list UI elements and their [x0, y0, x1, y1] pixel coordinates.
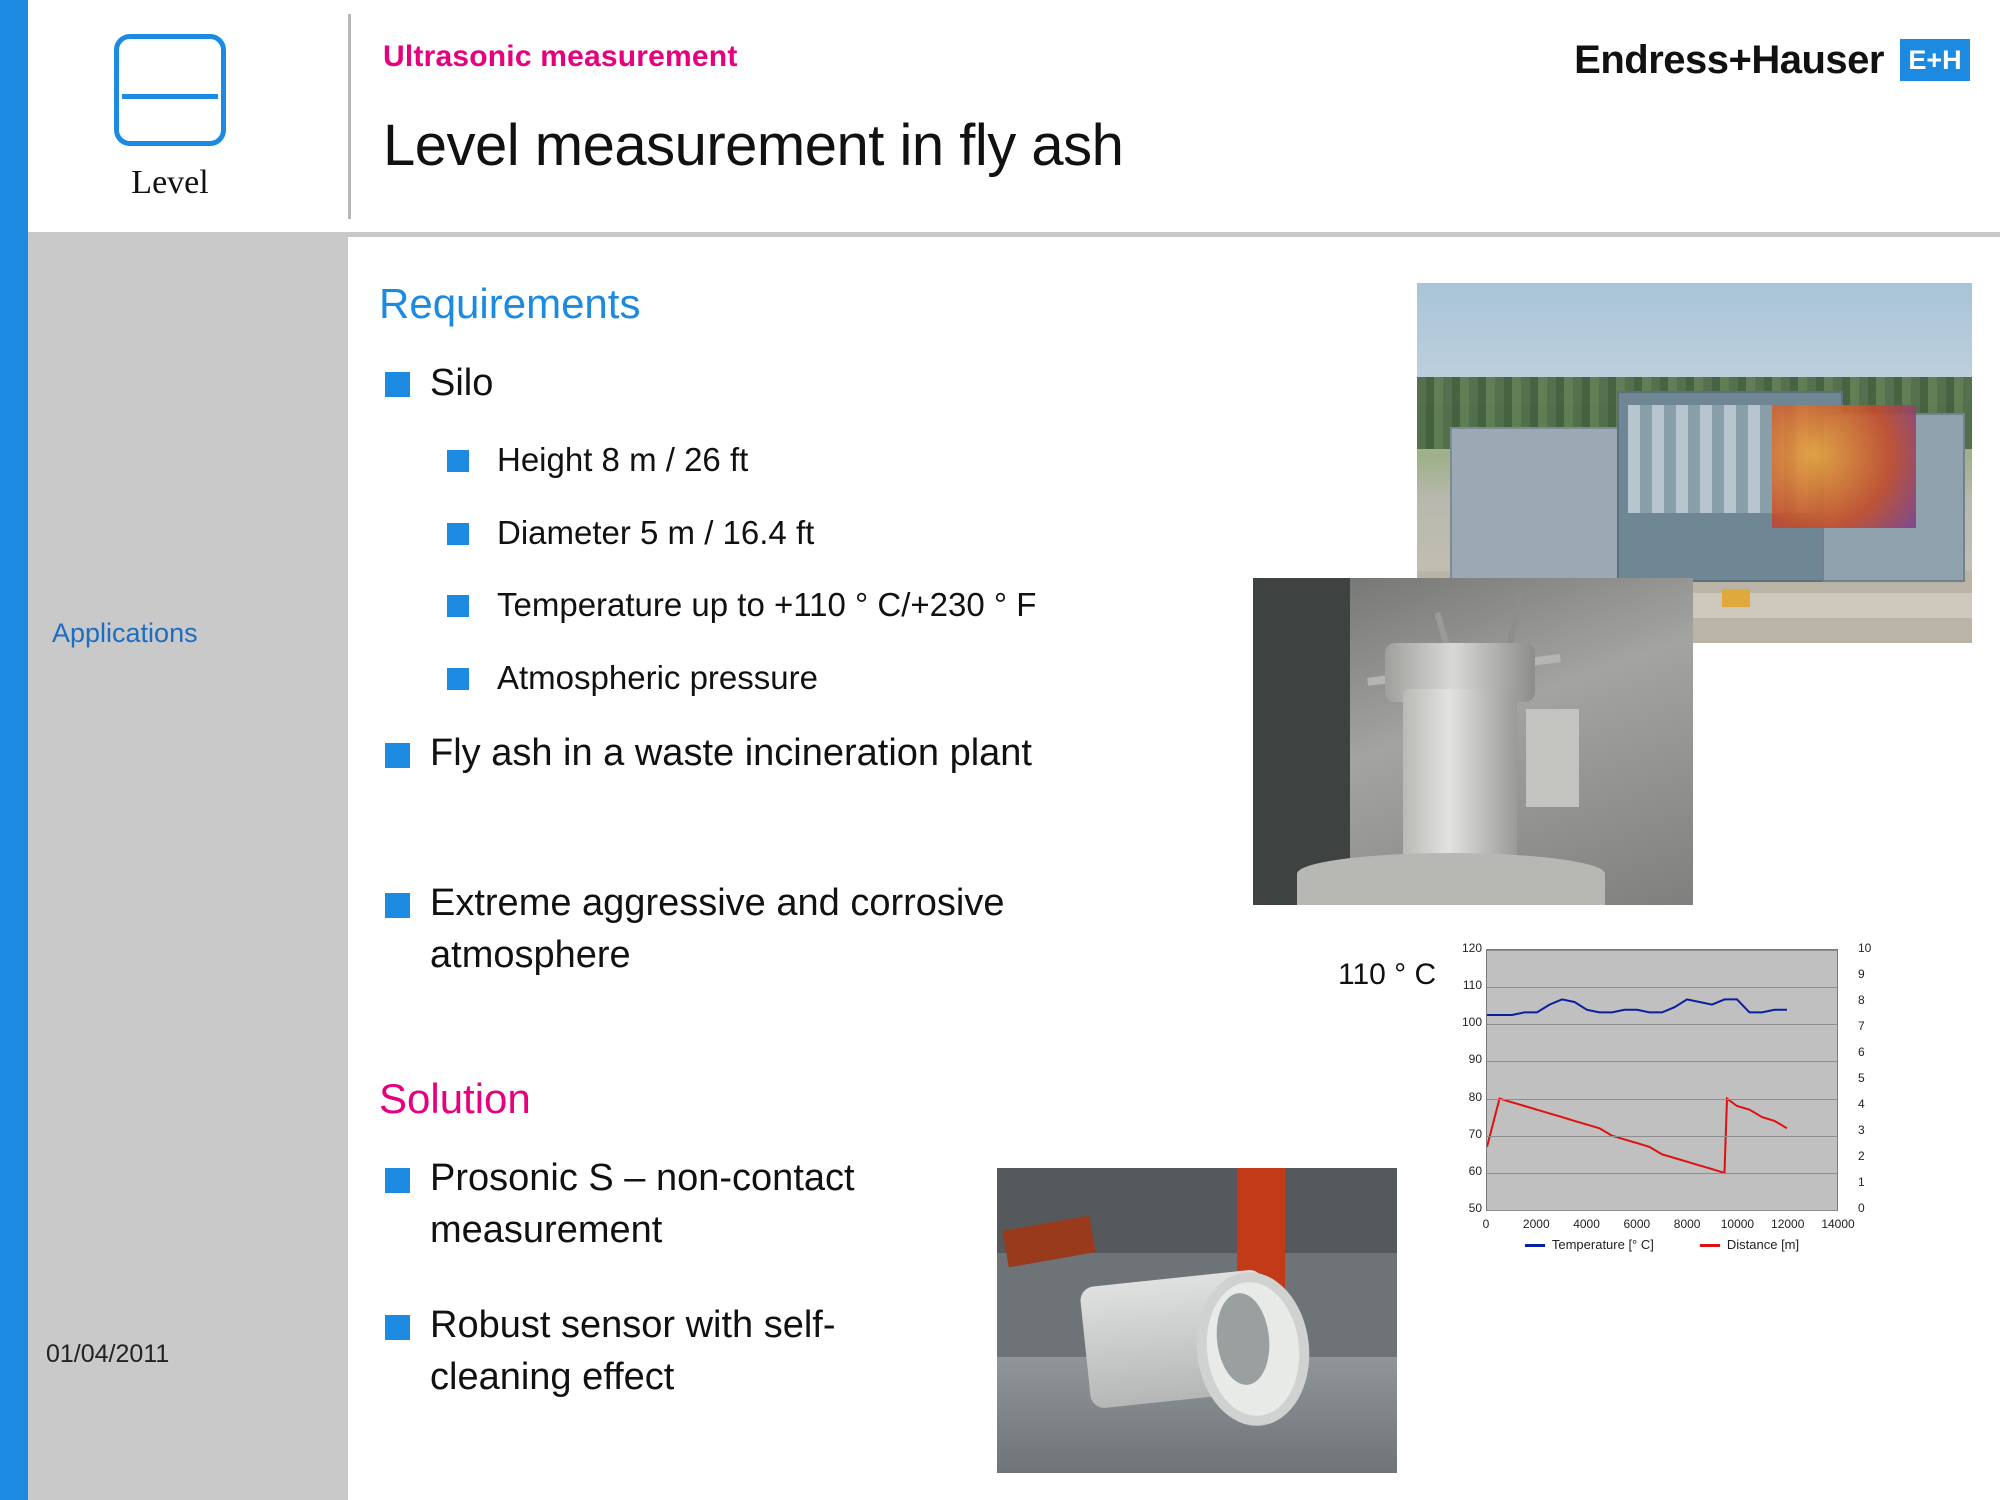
equipment-column: [1253, 578, 1350, 905]
bullet-icon: [385, 372, 410, 397]
solution-heading: Solution: [379, 1075, 531, 1122]
equipment-photo: [1253, 578, 1693, 905]
chart-y-left-tick: 120: [1461, 941, 1482, 955]
equipment-cylinder: [1526, 709, 1579, 807]
chart-y-right-tick: 9: [1858, 967, 1865, 981]
plant-vehicle: [1722, 589, 1750, 607]
solution-item: Prosonic S – non-contact measurement: [430, 1157, 855, 1252]
chart-y-left-tick: 100: [1461, 1015, 1482, 1030]
bullet-icon: [447, 450, 469, 472]
chart-gridline: [1487, 1024, 1837, 1025]
level-icon-line: [122, 94, 218, 99]
equipment-tank: [1403, 689, 1517, 859]
chart-x-tick: 14000: [1821, 1217, 1855, 1231]
chart-x-tick: 4000: [1573, 1217, 1600, 1231]
chart-y-left-tick: 60: [1468, 1163, 1482, 1178]
plant-building-left: [1450, 427, 1621, 582]
logo-text: Endress+Hauser: [1574, 37, 1884, 82]
chart-y-right-tick: 6: [1858, 1045, 1865, 1059]
equipment-base: [1297, 853, 1605, 905]
chart-y-left-tick: 70: [1468, 1126, 1482, 1141]
solution-item: Robust sensor with self-cleaning effect: [430, 1304, 836, 1399]
chart-gridline: [1487, 1210, 1837, 1211]
chart-y-right-tick: 7: [1858, 1019, 1865, 1033]
header-eyebrow: Ultrasonic measurement: [383, 40, 738, 73]
chart-y-right-tick: 5: [1858, 1071, 1865, 1085]
sidebar: [28, 237, 348, 1500]
chart-y-right-tick: 1: [1858, 1175, 1865, 1189]
bullet-icon: [447, 523, 469, 545]
legend-item-distance: Distance [m]: [1700, 1237, 1799, 1252]
bullet-icon: [385, 893, 410, 918]
chart-gridline: [1487, 950, 1837, 951]
requirements-heading: Requirements: [379, 280, 641, 327]
requirement-item: Temperature up to +110 ° C/+230 ° F: [497, 586, 1037, 623]
legend-item-temperature: Temperature [° C]: [1525, 1237, 1654, 1252]
chart-x-tick: 12000: [1771, 1217, 1805, 1231]
chart-series-svg: [1487, 950, 1837, 1210]
bullet-icon: [447, 668, 469, 690]
level-icon-label: Level: [131, 164, 209, 201]
requirement-item: Diameter 5 m / 16.4 ft: [497, 514, 815, 551]
chart-gridline: [1487, 1136, 1837, 1137]
chart-gridline: [1487, 1173, 1837, 1174]
chart-y-left-tick: 90: [1468, 1052, 1482, 1067]
chart-gridline: [1487, 987, 1837, 988]
sensor-photo: [997, 1168, 1397, 1473]
requirement-item: Atmospheric pressure: [497, 659, 818, 696]
slide-date: 01/04/2011: [46, 1340, 170, 1368]
chart-series-temperature: [1487, 999, 1787, 1015]
logo-mark-icon: [1900, 39, 1970, 81]
chart-y-right-tick: 8: [1858, 993, 1865, 1007]
chart-y-right-tick: 2: [1858, 1149, 1865, 1163]
requirement-item: Height 8 m / 26 ft: [497, 441, 749, 478]
chart-x-tick: 6000: [1623, 1217, 1651, 1231]
chart-x-tick: 8000: [1673, 1217, 1701, 1231]
bullet-icon: [385, 1168, 410, 1193]
left-blue-spine: [0, 0, 28, 1500]
chart-y-right-tick: 10: [1858, 941, 1872, 955]
chart-annotation: 110 ° C: [1338, 958, 1437, 991]
bullet-icon: [447, 595, 469, 617]
chart-y-right-tick: 0: [1858, 1201, 1865, 1215]
plant-mural: [1772, 405, 1916, 527]
requirement-item: Extreme aggressive and corrosive atmosphere: [430, 882, 1005, 977]
bullet-icon: [385, 1315, 410, 1340]
chart-x-tick: 2000: [1522, 1217, 1550, 1231]
chart-x-tick: 0: [1482, 1217, 1490, 1231]
chart-gridline: [1487, 1061, 1837, 1062]
logo-mark-text: E+H: [1908, 44, 1962, 75]
level-icon: [114, 34, 226, 146]
chart-y-left-tick: 80: [1468, 1089, 1482, 1104]
requirement-item: Fly ash in a waste incineration plant: [430, 732, 1032, 774]
bullet-icon: [385, 743, 410, 768]
requirement-item: Silo: [430, 362, 494, 404]
chart-gridline: [1487, 1099, 1837, 1100]
chart-legend: [1486, 1237, 1838, 1252]
header-vertical-rule: [348, 14, 351, 219]
chart-plot-area: [1486, 949, 1838, 1211]
chart-x-tick: 10000: [1720, 1217, 1755, 1231]
chart-y-left-tick: 50: [1468, 1201, 1482, 1215]
chart-y-left-tick: 110: [1462, 978, 1482, 993]
chart-y-right-tick: 3: [1858, 1123, 1865, 1137]
page-title: Level measurement in fly ash: [383, 113, 1124, 178]
sidebar-item-applications[interactable]: Applications: [52, 618, 198, 648]
temperature-distance-chart: [1444, 935, 1888, 1285]
chart-y-right-tick: 4: [1858, 1097, 1865, 1111]
company-logo: [1574, 34, 1970, 86]
